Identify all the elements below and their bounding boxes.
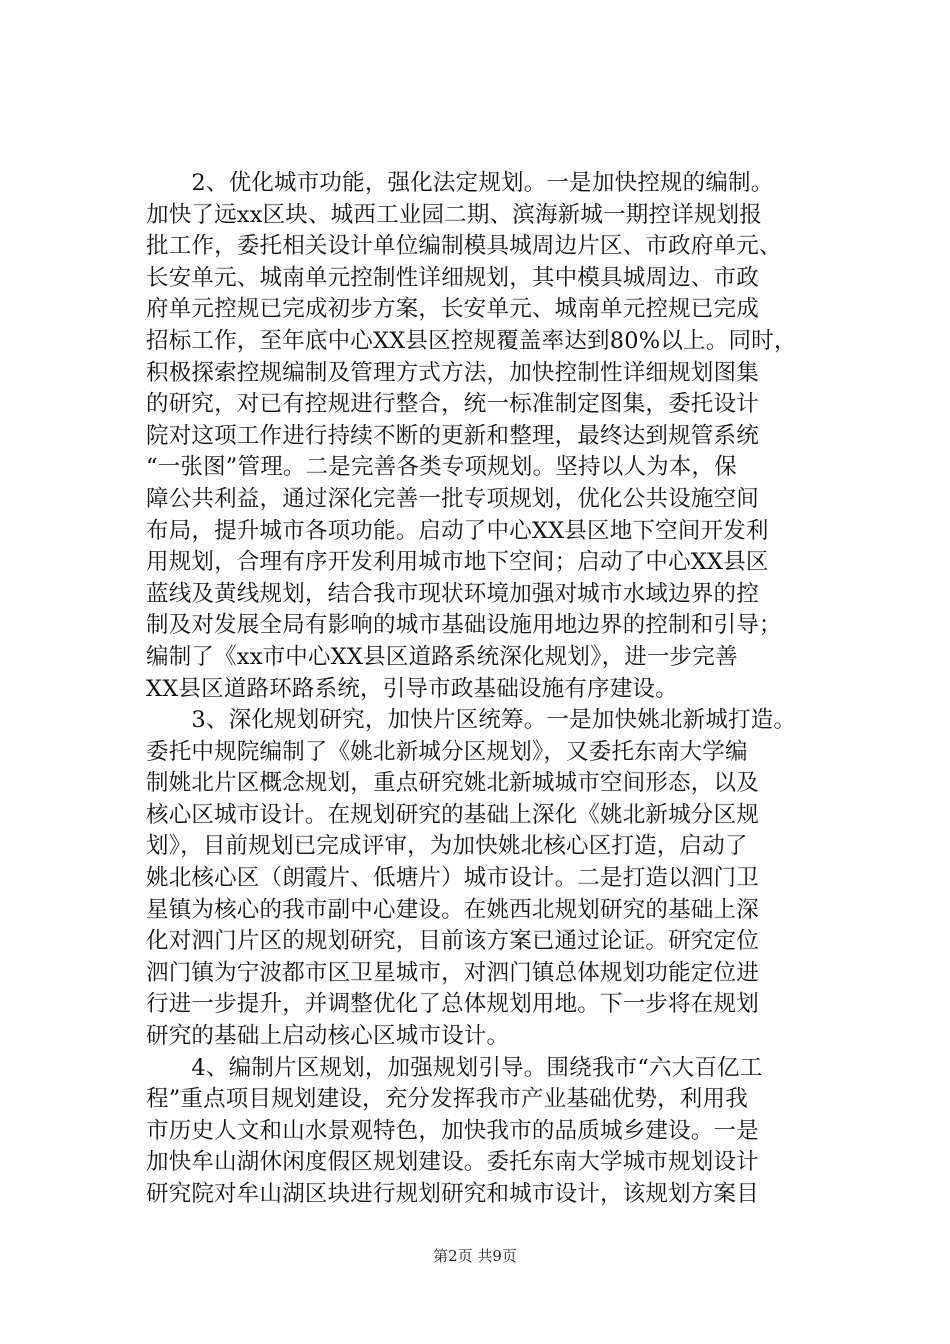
text-line: 障公共利益，通过深化完善一批专项规划，优化公共设施空间: [146, 485, 759, 512]
text-line: 4、编制片区规划，加强规划引导。围绕我市“六大百亿工: [146, 1054, 763, 1081]
text-line: 制及对发展全局有影响的城市基础设施用地边界的控制和引导；: [146, 612, 782, 639]
text-line: 2、优化城市功能，强化法定规划。一是加快控规的编制。: [146, 170, 774, 196]
text-line: 蓝线及黄线规划，结合我市现状环境加强对城市水域边界的控: [146, 580, 759, 607]
text-line: 布局，提升城市各项功能。启动了中心XX县区地下空间开发利: [146, 517, 769, 544]
text-line: 编制了《xx市中心XX县区道路系统深化规划》，进一步完善: [146, 643, 738, 670]
text-line: XX县区道路环路系统，引导市政基础设施有序建设。: [146, 675, 678, 702]
text-line: 市历史人文和山水景观特色，加快我市的品质城乡建设。一是: [146, 1117, 759, 1144]
text-line: 核心区城市设计。在规划研究的基础上深化《姚北新城分区规: [146, 801, 759, 828]
page-footer: [0, 1245, 950, 1266]
text-line: 姚北核心区（朗霞片、低塘片）城市设计。二是打造以泗门卫: [146, 865, 759, 892]
text-line: 院对这项工作进行持续不断的更新和整理，最终达到规管系统: [146, 422, 759, 449]
text-line: 程”重点项目规划建设，充分发挥我市产业基础优势，利用我: [146, 1086, 748, 1113]
text-line: 批工作，委托相关设计单位编制模具城周边片区、市政府单元、: [146, 233, 782, 260]
text-line: 府单元控规已完成初步方案，长安单元、城南单元控规已完成: [146, 296, 759, 323]
text-line: 用规划，合理有序开发利用城市地下空间；启动了中心XX县区: [146, 549, 769, 576]
text-line: “一张图”管理。二是完善各类专项规划。坚持以人为本，保: [146, 454, 737, 481]
body-text: [146, 168, 836, 1211]
text-line: 制姚北片区概念规划，重点研究姚北新城城市空间形态，以及: [146, 770, 759, 797]
text-line: 研究的基础上启动核心区城市设计。: [146, 1023, 510, 1050]
text-line: 加快牟山湖休闲度假区规划建设。委托东南大学城市规划设计: [146, 1149, 759, 1176]
text-line: 研究院对牟山湖区块进行规划研究和城市设计，该规划方案目: [146, 1181, 759, 1207]
text-line: 泗门镇为宁波都市区卫星城市，对泗门镇总体规划功能定位进: [146, 959, 759, 986]
page-number-label: 第2页 共9页: [433, 1247, 517, 1265]
text-line: 划》，目前规划已完成评审，为加快姚北核心区打造，启动了: [146, 833, 748, 860]
text-line: 长安单元、城南单元控制性详细规划，其中模具城周边、市政: [146, 264, 759, 291]
text-line: 星镇为核心的我市副中心建设。在姚西北规划研究的基础上深: [146, 896, 759, 923]
text-line: 行进一步提升，并调整优化了总体规划用地。下一步将在规划: [146, 991, 759, 1018]
text-line: 积极探索控规编制及管理方式方法，加快控制性详细规划图集: [146, 359, 759, 386]
text-line: 化对泗门片区的规划研究，目前该方案已通过论证。研究定位: [146, 928, 759, 955]
text-line: 加快了远xx区块、城西工业园二期、滨海新城一期控详规划报: [146, 201, 762, 228]
text-line: 的研究，对已有控规进行整合，统一标准制定图集，委托设计: [146, 391, 759, 418]
text-line: 委托中规院编制了《姚北新城分区规划》，又委托东南大学编: [146, 738, 748, 765]
text-line: 3、深化规划研究，加快片区统筹。一是加快姚北新城打造。: [146, 707, 797, 734]
text-line: 招标工作，至年底中心XX县区控规覆盖率达到80%以上。同时，: [146, 327, 797, 354]
